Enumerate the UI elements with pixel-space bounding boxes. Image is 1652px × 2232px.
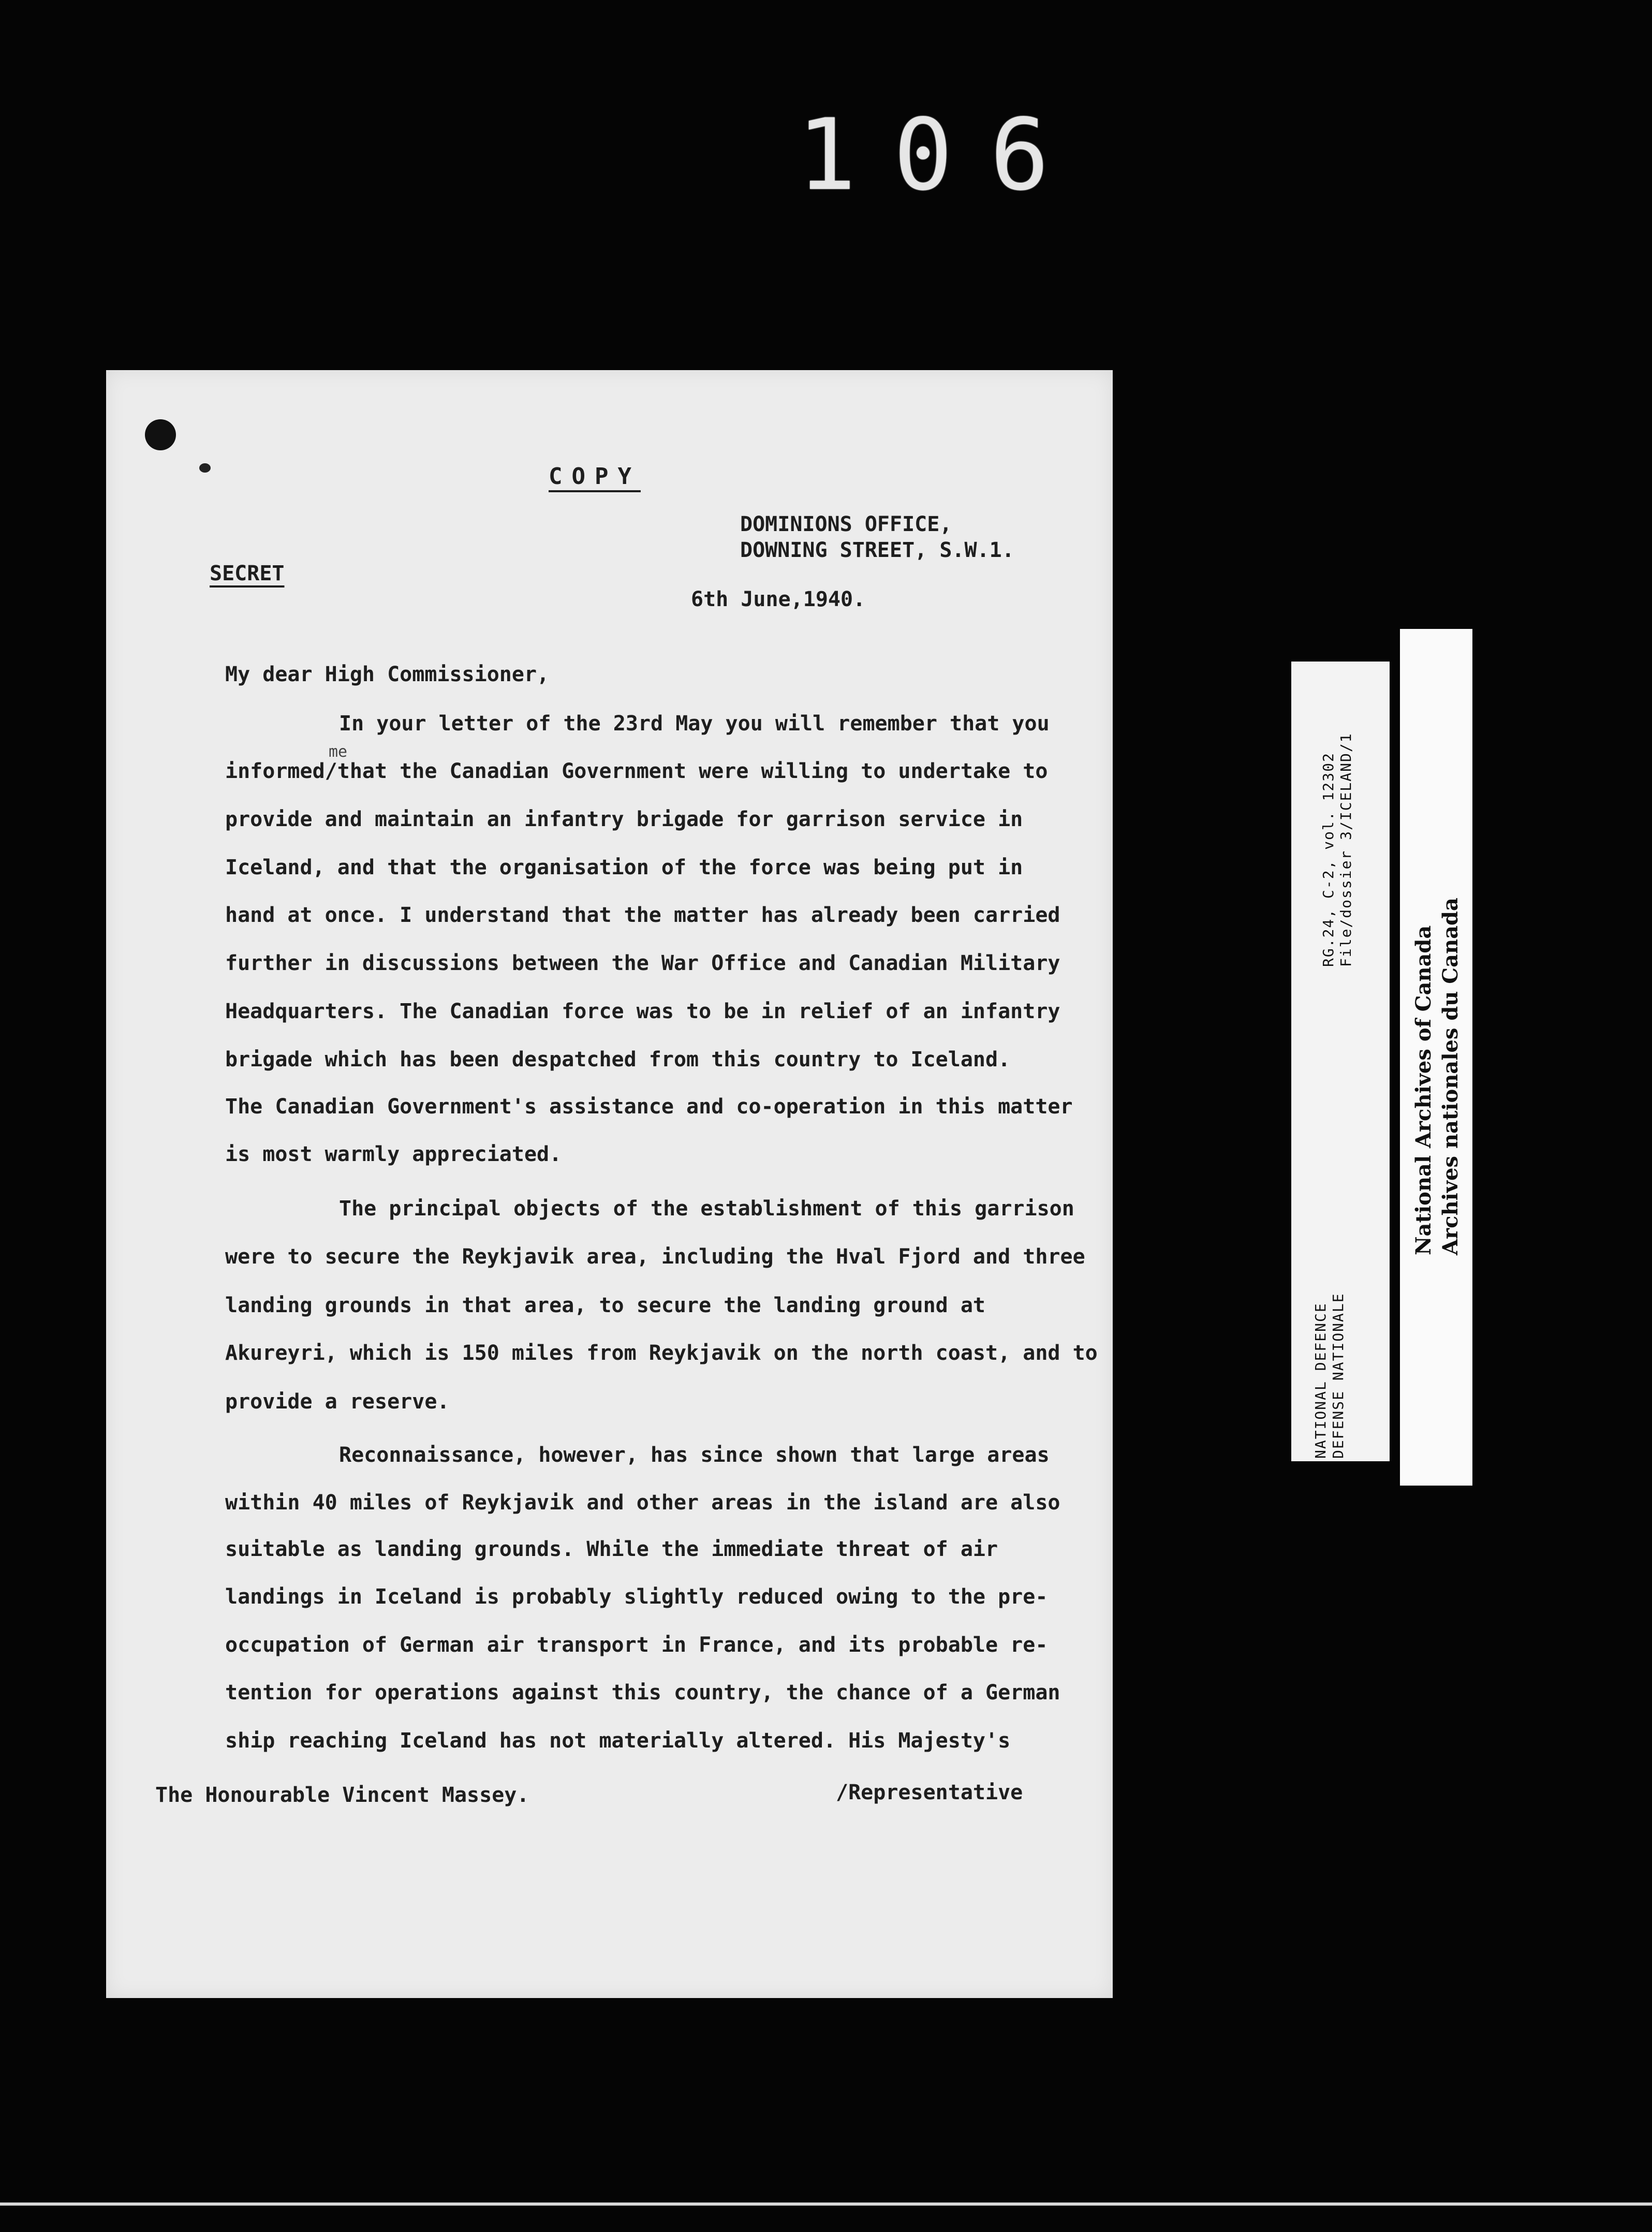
department-stamp xyxy=(1312,1293,1347,1459)
archives-canada-label xyxy=(1400,629,1472,1486)
film-edge-line xyxy=(0,2202,1652,2206)
body-line: brigade which has been despatched from this country to Iceland. xyxy=(225,1048,1011,1071)
body-line: is most warmly appreciated. xyxy=(225,1142,562,1166)
body-line: occupation of German air transport in France, and its probable re- xyxy=(225,1633,1048,1657)
catchword: /Representative xyxy=(836,1781,1023,1804)
sender-address-line-1: DOMINIONS OFFICE, xyxy=(740,512,952,536)
addressee-line: The Honourable Vincent Massey. xyxy=(155,1783,529,1807)
body-line: Akureyri, which is 150 miles from Reykjavik on the north coast, and to xyxy=(225,1341,1098,1365)
body-line: provide and maintain an infantry brigade for garrison service in xyxy=(225,807,1023,831)
body-line: ship reaching Iceland has not materially altered. His Majesty's xyxy=(225,1729,1011,1753)
body-line: further in discussions between the War Office and Canadian Military xyxy=(225,951,1060,975)
punch-hole xyxy=(145,419,176,450)
body-line: Headquarters. The Canadian force was to be in relief of an infantry xyxy=(225,1000,1060,1023)
archive-reference-label xyxy=(1291,662,1390,1461)
archives-name xyxy=(1410,898,1464,1255)
body-line: Reconnaissance, however, has since shown that large areas xyxy=(339,1443,1050,1467)
classification-marking: SECRET xyxy=(210,562,285,585)
body-line: The Canadian Government's assistance and co-operation in this matter xyxy=(225,1095,1073,1119)
punch-mark xyxy=(199,463,211,473)
sender-address-line-2: DOWNING STREET, S.W.1. xyxy=(740,538,1014,562)
handwritten-insert: me xyxy=(329,743,348,761)
frame-number: 106 xyxy=(797,98,1087,212)
body-line: hand at once. I understand that the matter has already been carried xyxy=(225,903,1060,927)
body-line: landing grounds in that area, to secure the landing ground at xyxy=(225,1294,986,1317)
file-reference-line-1: RG.24, C-2, vol. 12302 xyxy=(1320,752,1337,967)
department-line-en: NATIONAL DEFENCE xyxy=(1312,1302,1329,1459)
body-line: tention for operations against this country, the chance of a German xyxy=(225,1681,1060,1705)
salutation: My dear High Commissioner, xyxy=(225,663,550,686)
body-line: informed/that the Canadian Government were willing to undertake to xyxy=(225,759,1048,783)
body-line: within 40 miles of Reykjavik and other areas in the island are also xyxy=(225,1491,1060,1515)
body-line: Iceland, and that the organisation of the force was being put in xyxy=(225,856,1023,879)
body-line: suitable as landing grounds. While the immediate threat of air xyxy=(225,1537,998,1561)
file-reference xyxy=(1320,732,1355,967)
file-reference-line-2: File/dossier 3/ICELAND/1 xyxy=(1337,732,1354,967)
body-line: The principal objects of the establishment of this garrison xyxy=(339,1197,1074,1221)
letter-date: 6th June,1940. xyxy=(691,588,866,611)
archives-name-fr: Archives nationales du Canada xyxy=(1438,898,1463,1255)
body-line: provide a reserve. xyxy=(225,1390,450,1414)
archives-name-en: National Archives of Canada xyxy=(1411,925,1436,1255)
document-page xyxy=(106,370,1113,1998)
copy-heading: COPY xyxy=(549,463,641,490)
body-line: were to secure the Reykjavik area, including the Hval Fjord and three xyxy=(225,1245,1085,1269)
body-line: In your letter of the 23rd May you will remember that you xyxy=(339,712,1050,736)
body-line: landings in Iceland is probably slightly reduced owing to the pre- xyxy=(225,1585,1048,1609)
department-line-fr: DEFENSE NATIONALE xyxy=(1330,1293,1347,1459)
